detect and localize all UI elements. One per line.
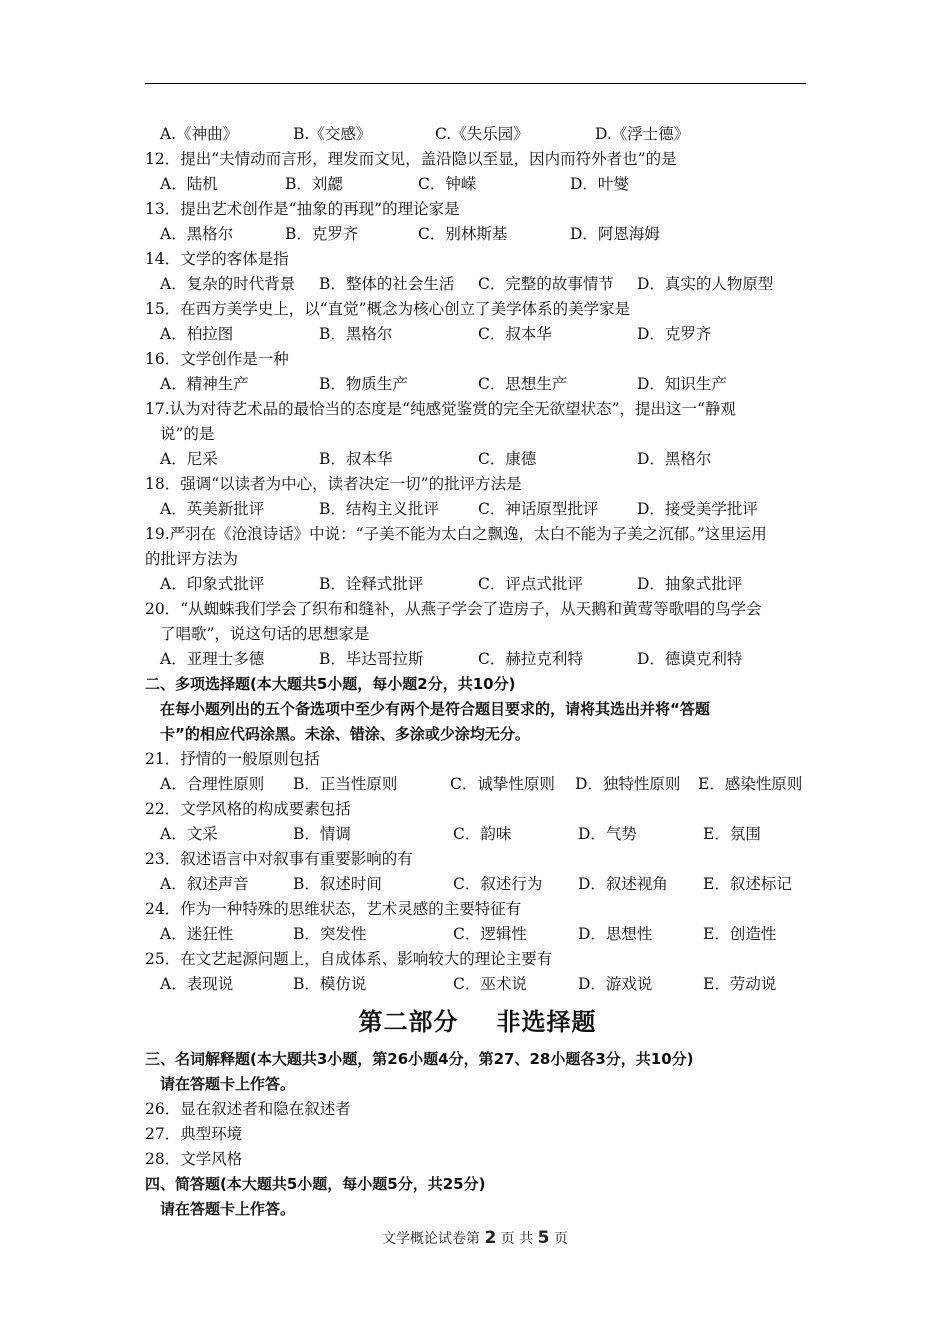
q24-option-e: E．创造性: [703, 925, 777, 943]
footer-mid: 页 共: [500, 1231, 534, 1247]
q21-option-a: A．合理性原则: [160, 775, 265, 793]
q13-option-b: B．克罗齐: [285, 225, 359, 243]
q11-option-d: D.《浮士德》: [595, 125, 690, 143]
q24-option-c: C．逻辑性: [453, 925, 527, 943]
q18-options: [145, 497, 810, 522]
q22-option-d: D．气势: [578, 825, 637, 843]
q22-options: [145, 822, 810, 847]
q24-options: [145, 922, 810, 947]
q15-option-a: A．柏拉图: [160, 325, 234, 343]
q20-stem-cont: 了唱歌”，说这句话的思想家是: [160, 625, 370, 643]
q14-option-d: D．真实的人物原型: [637, 275, 774, 293]
q19-stem: 19.严羽在《沧浪诗话》中说：“子美不能为太白之飘逸，太白不能为子美之沉郁。”这里运用: [145, 525, 767, 543]
q13-option-a: A．黑格尔: [160, 225, 234, 243]
q22-stem: 22．文学风格的构成要素包括: [145, 800, 351, 818]
footer-total-pages: 5: [537, 1228, 550, 1248]
q18-option-b: B．结构主义批评: [319, 500, 439, 518]
section4-instructions: 请在答题卡上作答。: [160, 1200, 296, 1218]
q24-stem: 24．作为一种特殊的思维状态，艺术灵感的主要特征有: [145, 900, 522, 918]
q23-option-d: D．叙述视角: [578, 875, 668, 893]
q16-option-d: D．知识生产: [637, 375, 727, 393]
q17-option-a: A．尼采: [160, 450, 218, 468]
q20-stem: 20．“从蜘蛛我们学会了织布和缝补，从燕子学会了造房子，从天鹅和黄莺等歌唱的鸟学会: [145, 600, 762, 618]
q17-options: [145, 447, 810, 472]
q20-option-d: D．德谟克利特: [637, 650, 743, 668]
section4-title: 四、简答题(本大题共5小题，每小题5分，共25分): [145, 1175, 486, 1193]
q20-options: [145, 647, 810, 672]
q13-option-d: D．阿恩海姆: [570, 225, 660, 243]
q12-option-a: A．陆机: [160, 175, 218, 193]
q25-option-e: E．劳动说: [703, 975, 777, 993]
footer-prefix: 文学概论试卷第: [382, 1231, 481, 1247]
q22-option-e: E．氛围: [703, 825, 761, 843]
q13-option-c: C．别林斯基: [418, 225, 508, 243]
q23-option-c: C．叙述行为: [453, 875, 543, 893]
q26-stem: 26．显在叙述者和隐在叙述者: [145, 1100, 351, 1118]
q18-option-a: A．英美新批评: [160, 500, 265, 518]
q13-stem: 13．提出艺术创作是“抽象的再现”的理论家是: [145, 200, 460, 218]
q15-stem: 15．在西方美学史上，以“直觉”概念为核心创立了美学体系的美学家是: [145, 300, 631, 318]
page-footer: [0, 1228, 950, 1248]
q15-option-c: C．叔本华: [478, 325, 552, 343]
part2-heading: [145, 997, 810, 1047]
q21-option-c: C．诚挚性原则: [450, 775, 555, 793]
q24-option-b: B．突发性: [293, 925, 367, 943]
q25-options: [145, 972, 810, 997]
q23-option-a: A．叙述声音: [160, 875, 249, 893]
q15-options: [145, 322, 810, 347]
q16-option-c: C．思想生产: [478, 375, 568, 393]
q20-option-a: A．亚理士多德: [160, 650, 265, 668]
footer-suffix: 页: [553, 1231, 568, 1247]
section3-title: 三、名词解释题(本大题共3小题，第26小题4分，第27、28小题各3分，共10分): [145, 1050, 694, 1068]
q11-option-b: B.《交感》: [293, 125, 372, 143]
q17-stem: 17.认为对待艺术品的最恰当的态度是“纯感觉鉴赏的完全无欲望状态”，提出这一“静观: [145, 400, 736, 418]
section2-instructions-1: 在每小题列出的五个备选项中至少有两个是符合题目要求的，请将其选出并将“答题: [160, 700, 710, 718]
q11-option-c: C.《失乐园》: [435, 125, 529, 143]
q17-option-c: C．康德: [478, 450, 537, 468]
q17-option-d: D．黑格尔: [637, 450, 712, 468]
q19-option-d: D．抽象式批评: [637, 575, 743, 593]
q17-stem-cont: 说”的是: [160, 425, 215, 443]
q18-stem: 18．强调“以读者为中心，读者决定一切”的批评方法是: [145, 475, 522, 493]
q17-option-b: B．叔本华: [319, 450, 393, 468]
q21-option-d: D．独特性原则: [575, 775, 681, 793]
section3-instructions: 请在答题卡上作答。: [160, 1075, 296, 1093]
q21-options: [145, 772, 810, 797]
header-rule: [145, 83, 806, 84]
q14-option-a: A．复杂的时代背景: [160, 275, 296, 293]
q14-option-b: B．整体的社会生活: [319, 275, 455, 293]
q14-stem: 14．文学的客体是指: [145, 250, 289, 268]
q22-option-a: A．文采: [160, 825, 218, 843]
q25-option-d: D．游戏说: [578, 975, 653, 993]
q22-option-c: C．韵味: [453, 825, 512, 843]
q11-option-a: A.《神曲》: [160, 125, 239, 143]
q11-options: [145, 122, 810, 147]
q14-option-c: C．完整的故事情节: [478, 275, 614, 293]
q18-option-c: C．神话原型批评: [478, 500, 599, 518]
q19-option-c: C．评点式批评: [478, 575, 583, 593]
q28-stem: 28．文学风格: [145, 1150, 243, 1168]
section2-title: 二、多项选择题(本大题共5小题，每小题2分，共10分): [145, 675, 516, 693]
q19-option-b: B．诠释式批评: [319, 575, 424, 593]
q23-option-b: B．叙述时间: [293, 875, 382, 893]
q24-option-a: A．迷狂性: [160, 925, 234, 943]
q21-option-e: E．感染性原则: [698, 775, 803, 793]
q16-options: [145, 372, 810, 397]
part2-label: 第二部分: [358, 1008, 459, 1036]
q13-options: [145, 222, 810, 247]
q24-option-d: D．思想性: [578, 925, 653, 943]
q23-options: [145, 872, 810, 897]
q16-option-a: A．精神生产: [160, 375, 249, 393]
q16-option-b: B．物质生产: [319, 375, 408, 393]
q12-options: [145, 172, 810, 197]
q21-option-b: B．正当性原则: [293, 775, 398, 793]
q19-stem-cont: 的批评方法为: [145, 550, 239, 568]
q23-stem: 23．叙述语言中对叙事有重要影响的有: [145, 850, 413, 868]
q23-option-e: E．叙述标记: [703, 875, 792, 893]
footer-page-number: 2: [484, 1228, 497, 1248]
q15-option-b: B．黑格尔: [319, 325, 393, 343]
exam-content: [145, 122, 810, 1222]
q22-option-b: B．情调: [293, 825, 351, 843]
q12-stem: 12．提出“夫情动而言形，理发而文见，盖沿隐以至显，因内而符外者也”的是: [145, 150, 677, 168]
section2-instructions-2: 卡”的相应代码涂黑。未涂、错涂、多涂或少涂均无分。: [160, 725, 530, 743]
q25-option-c: C．巫术说: [453, 975, 527, 993]
q27-stem: 27．典型环境: [145, 1125, 243, 1143]
q19-option-a: A．印象式批评: [160, 575, 265, 593]
q16-stem: 16．文学创作是一种: [145, 350, 289, 368]
q25-stem: 25．在文艺起源问题上，自成体系、影响较大的理论主要有: [145, 950, 553, 968]
q12-option-c: C．钟嵘: [418, 175, 477, 193]
q12-option-d: D．叶燮: [570, 175, 629, 193]
q14-options: [145, 272, 810, 297]
q18-option-d: D．接受美学批评: [637, 500, 758, 518]
q19-options: [145, 572, 810, 597]
q25-option-a: A．表现说: [160, 975, 234, 993]
q21-stem: 21．抒情的一般原则包括: [145, 750, 320, 768]
part2-subtitle: 非选择题: [496, 1008, 597, 1036]
q20-option-b: B．毕达哥拉斯: [319, 650, 424, 668]
q12-option-b: B．刘勰: [285, 175, 343, 193]
q25-option-b: B．模仿说: [293, 975, 367, 993]
q15-option-d: D．克罗齐: [637, 325, 712, 343]
q20-option-c: C．赫拉克利特: [478, 650, 583, 668]
